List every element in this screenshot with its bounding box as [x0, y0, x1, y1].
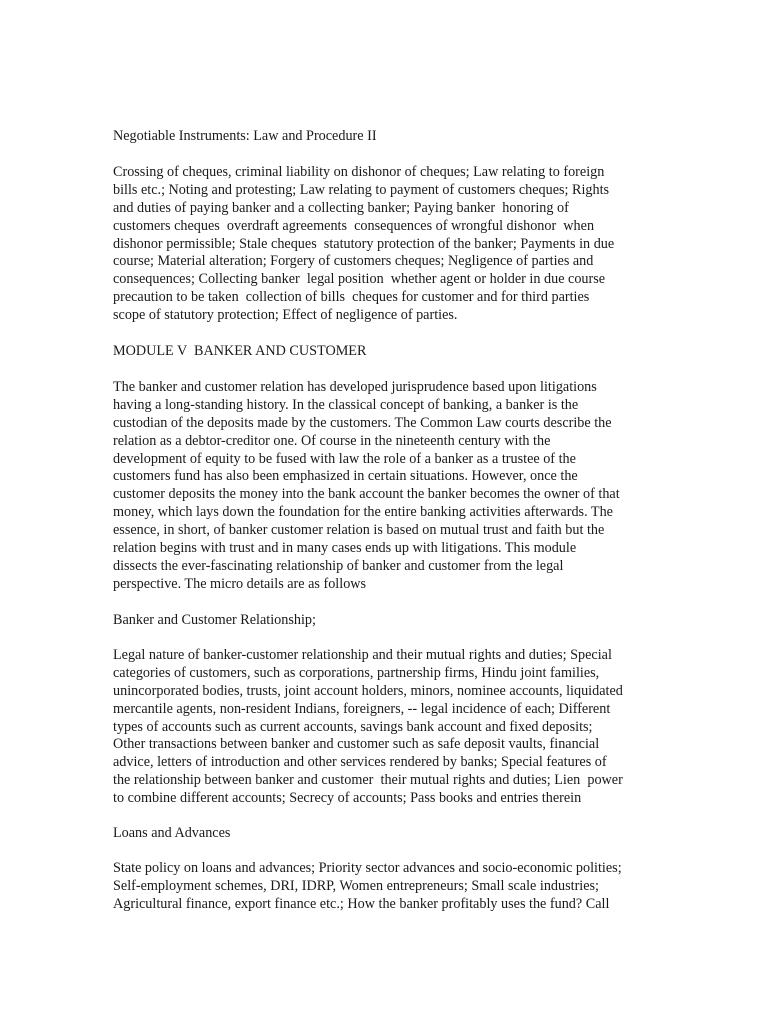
subheading-loans: [113, 825, 713, 843]
subheading-relationship: [113, 612, 713, 630]
paragraph-cheques: [113, 164, 713, 325]
paragraph-line: advice, letters of introduction and other services rendered by banks; Special features of: [113, 754, 607, 771]
paragraph-line: Crossing of cheques, criminal liability on dishonor of cheques; Law relating to foreign: [113, 164, 605, 180]
paragraph-line: types of accounts such as current accounts, savings bank account and fixed deposits;: [113, 718, 593, 735]
paragraph-line: The banker and customer relation has developed jurisprudence based upon litigations: [113, 379, 597, 395]
paragraph-line: relation begins with trust and in many cases ends up with litigations. This module: [113, 540, 577, 557]
paragraph-line: customers cheques overdraft agreements consequences of wrongful dishonor when: [113, 217, 595, 234]
paragraph-line: custodian of the deposits made by the customers. The Common Law courts describe the: [113, 414, 612, 431]
section-heading: [113, 128, 713, 146]
paragraph-line: the relationship between banker and customer their mutual rights and duties; Lien power: [113, 772, 623, 789]
paragraph-line: Agricultural finance, export finance etc.; How the banker profitably uses the fund? Call: [113, 895, 610, 912]
paragraph-loans: [113, 860, 713, 914]
paragraph-line: Legal nature of banker-customer relationship and their mutual rights and duties; Special: [113, 647, 612, 663]
paragraph-line: course; Material alteration; Forgery of customers cheques; Negligence of parties and: [113, 253, 594, 270]
paragraph-line: bills etc.; Noting and protesting; Law relating to payment of customers cheques; Rights: [113, 181, 610, 198]
paragraph-line: State policy on loans and advances; Priority sector advances and socio-economic polities;: [113, 860, 622, 876]
paragraph-line: Other transactions between banker and customer such as safe deposit vaults, financial: [113, 736, 600, 753]
heading-line: MODULE V BANKER AND CUSTOMER: [113, 343, 367, 359]
paragraph-line: development of equity to be fused with law the role of a banker as a trustee of the: [113, 450, 576, 467]
paragraph-line: perspective. The micro details are as follows: [113, 575, 367, 592]
paragraph-line: having a long-standing history. In the classical concept of banking, a banker is the: [113, 396, 579, 413]
paragraph-line: customer deposits the money into the bank account the banker becomes the owner of that: [113, 486, 620, 503]
paragraph-line: and duties of paying banker and a collecting banker; Paying banker honoring of: [113, 199, 569, 216]
paragraph-line: consequences; Collecting banker legal position whether agent or holder in due course: [113, 271, 606, 288]
heading-line: Negotiable Instruments: Law and Procedure II: [113, 128, 377, 144]
paragraph-line: relation as a debtor-creditor one. Of course in the nineteenth century with the: [113, 432, 551, 449]
paragraph-banker-customer: [113, 379, 713, 594]
paragraph-line: dissects the ever-fascinating relationship of banker and customer from the legal: [113, 557, 564, 574]
paragraph-line: to combine different accounts; Secrecy of accounts; Pass books and entries therein: [113, 790, 582, 807]
heading-line: Banker and Customer Relationship;: [113, 612, 316, 628]
paragraph-line: dishonor permissible; Stale cheques statutory protection of the banker; Payments in due: [113, 235, 615, 252]
paragraph-line: precaution to be taken collection of bills cheques for customer and for third parties: [113, 289, 590, 306]
module-heading: [113, 343, 713, 361]
paragraph-line: customers fund has also been emphasized in certain situations. However, once the: [113, 468, 578, 485]
paragraph-line: scope of statutory protection; Effect of negligence of parties.: [113, 307, 458, 324]
paragraph-line: mercantile agents, non-resident Indians, foreigners, -- legal incidence of each; Different: [113, 700, 611, 717]
paragraph-line: money, which lays down the foundation for the entire banking activities afterwards. The: [113, 504, 613, 521]
paragraph-line: unincorporated bodies, trusts, joint account holders, minors, nominee accounts, liquidated: [113, 682, 623, 699]
paragraph-line: essence, in short, of banker customer relation is based on mutual trust and faith but the: [113, 522, 605, 539]
paragraph-line: categories of customers, such as corporations, partnership firms, Hindu joint families,: [113, 664, 600, 681]
heading-line: Loans and Advances: [113, 825, 231, 841]
paragraph-line: Self-employment schemes, DRI, IDRP, Women entrepreneurs; Small scale industries;: [113, 877, 599, 894]
paragraph-relationship: [113, 647, 713, 808]
